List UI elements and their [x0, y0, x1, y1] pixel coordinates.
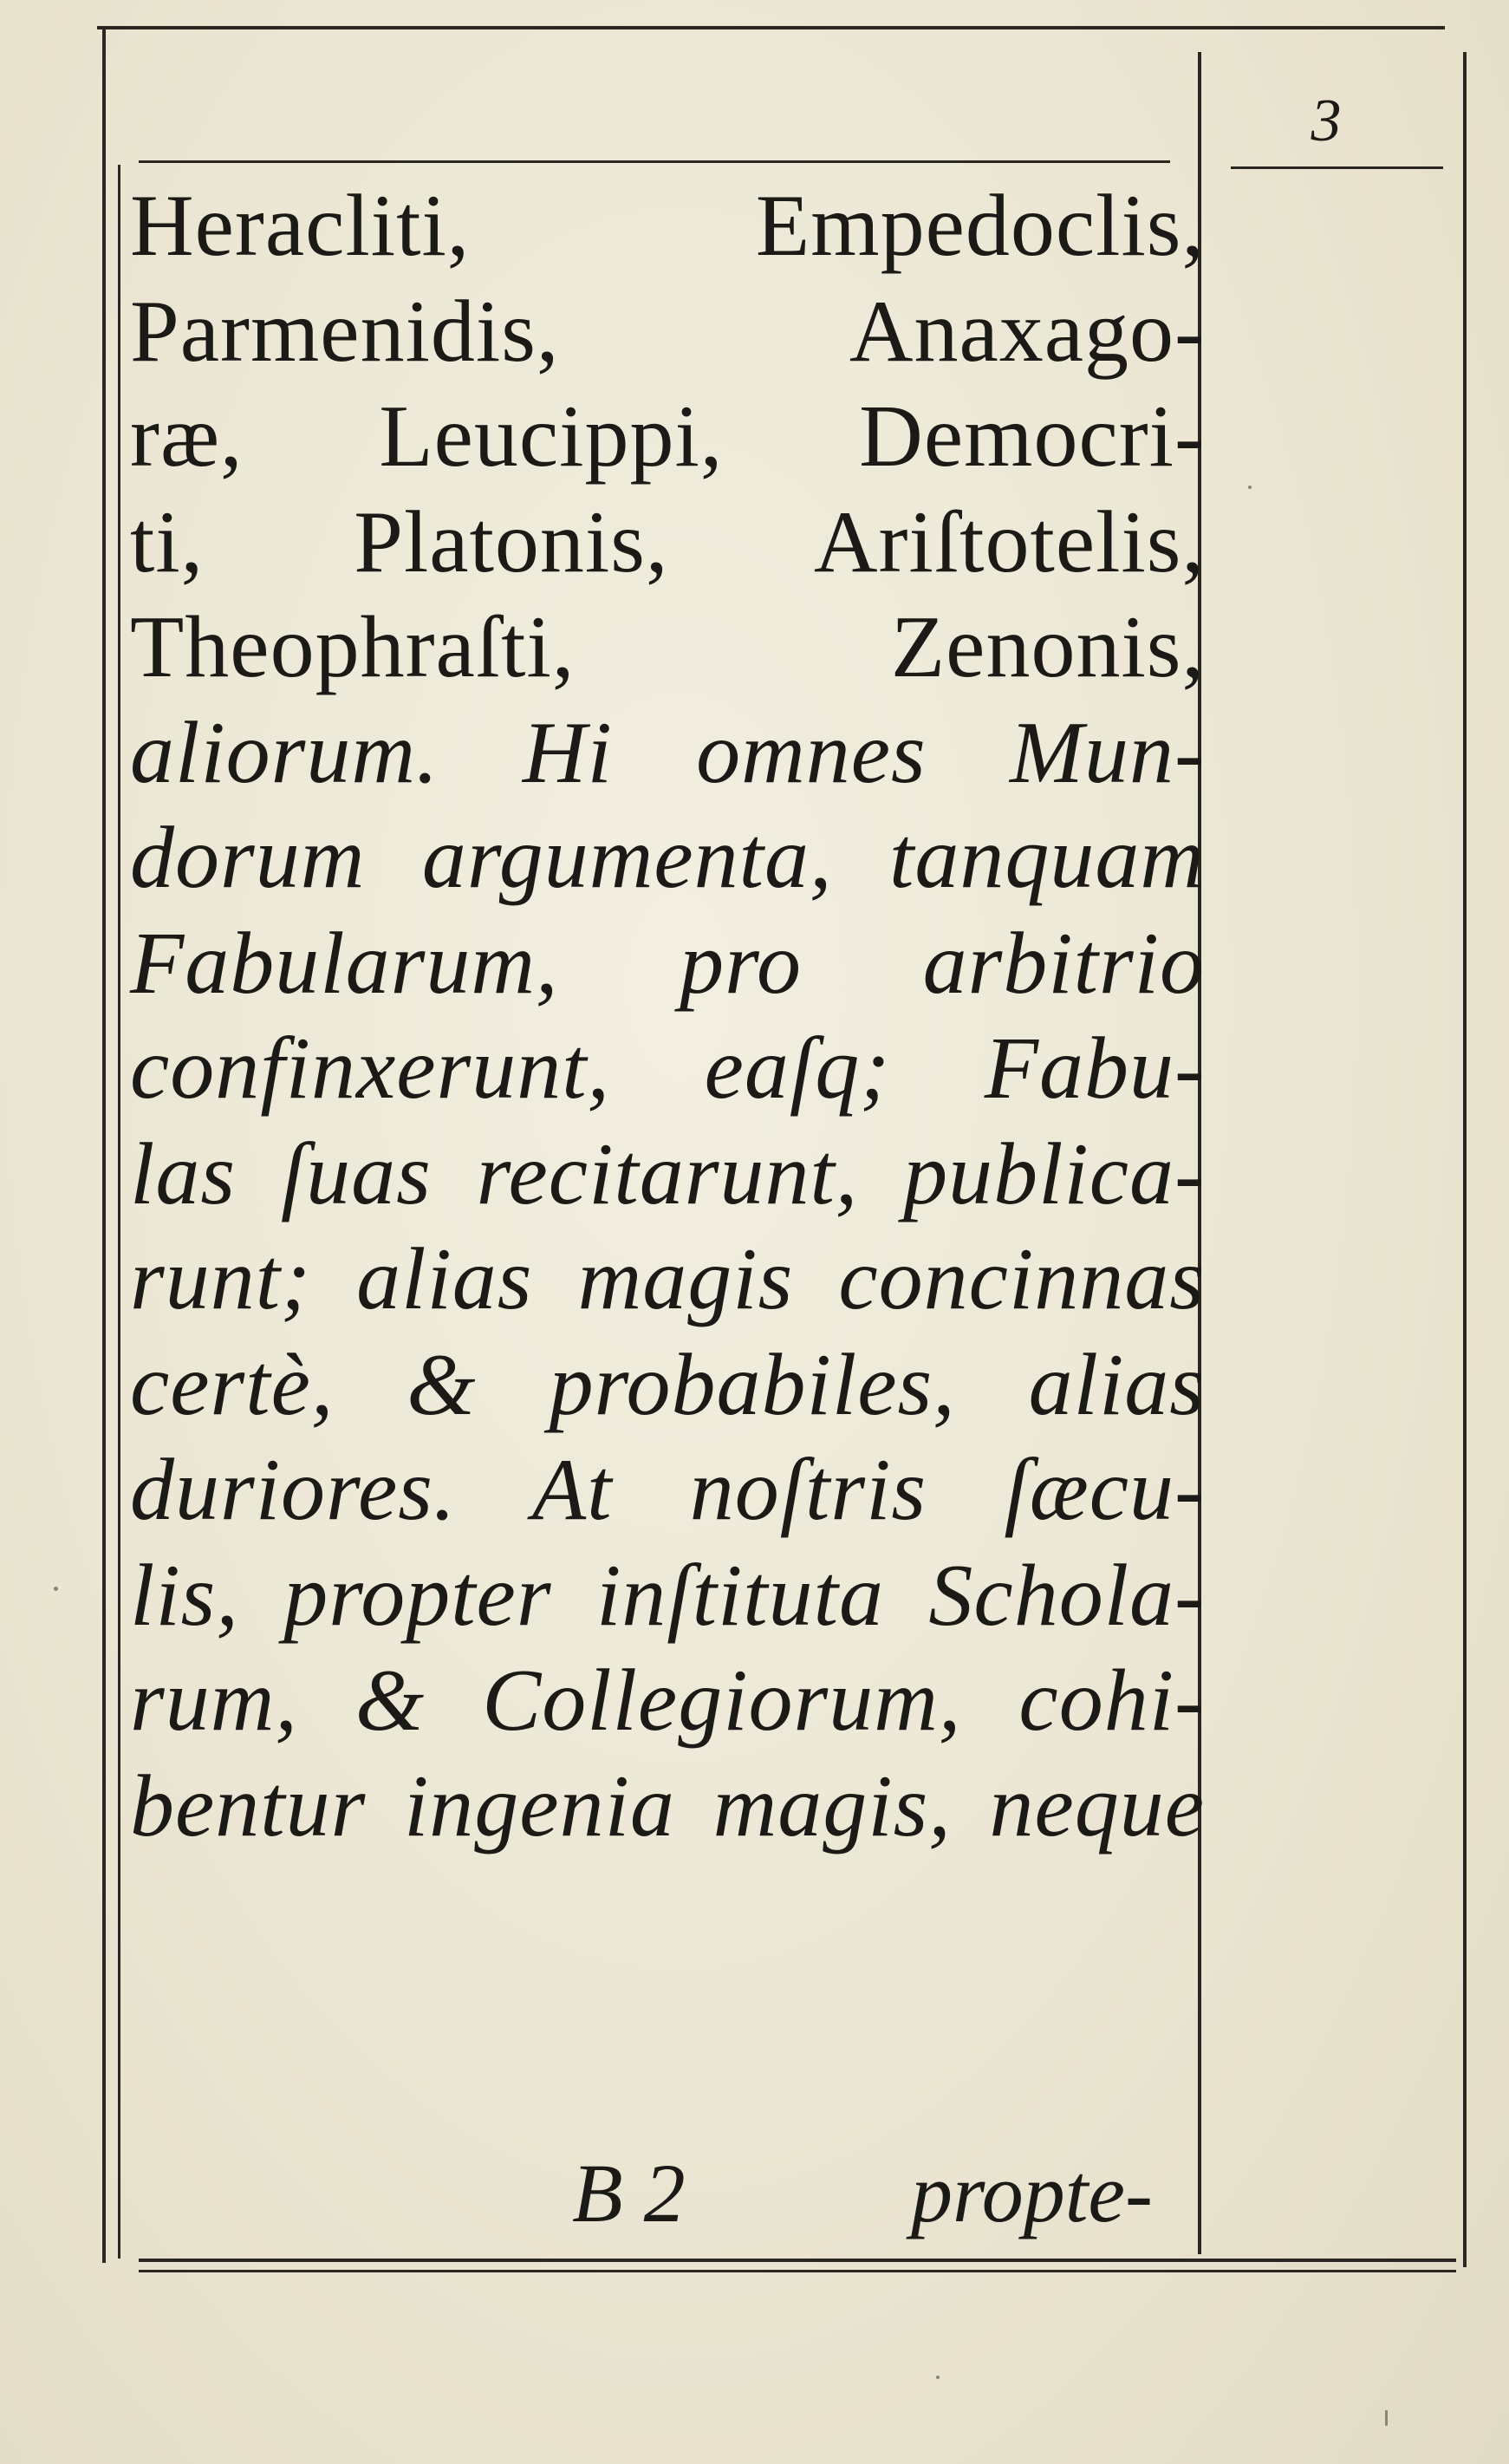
page-number: 3 — [1311, 88, 1342, 154]
text-line: bentur ingenia magis, neque — [130, 1757, 1205, 1855]
text-line: Theophraſti, Zenonis, — [130, 598, 1205, 696]
left-outer-rule — [102, 26, 106, 2263]
text-line: runt; alias magis concinnas — [130, 1230, 1205, 1328]
text-line: lis, propter inſtituta Schola- — [130, 1546, 1205, 1645]
text-line: certè, & probabiles, alias — [130, 1335, 1205, 1434]
bottom-rule-double — [139, 2270, 1456, 2272]
text-line: duriores. At noſtris ſæcu- — [130, 1441, 1205, 1539]
text-line: ræ, Leucippi, Democri- — [130, 388, 1205, 486]
text-line: las ſuas recitarunt, publica- — [130, 1124, 1205, 1223]
text-line: confinxerunt, eaſq; Fabu- — [130, 1020, 1205, 1118]
text-line: Fabularum, pro arbitrio — [130, 914, 1205, 1013]
paper-speck — [936, 2376, 940, 2379]
text-line: ti, Platonis, Ariſtotelis, — [130, 492, 1205, 591]
bottom-rule — [139, 2259, 1456, 2262]
left-inner-rule — [118, 165, 120, 2259]
margin-column-right-rule — [1463, 52, 1467, 2267]
paper-speck — [1385, 2410, 1388, 2426]
paper-speck — [1248, 486, 1252, 489]
top-right-rule — [1231, 166, 1443, 169]
text-line: aliorum. Hi omnes Mun- — [130, 703, 1205, 802]
top-inner-rule — [139, 160, 1170, 163]
paper-speck — [54, 1587, 58, 1591]
footer-line — [130, 2141, 1153, 2246]
signature-mark: B 2 — [572, 2147, 686, 2239]
text-line: dorum argumenta, tanquam — [130, 809, 1205, 907]
text-line: Heracliti, Empedoclis, — [130, 177, 1205, 275]
top-outer-rule — [97, 26, 1445, 29]
catchword: propte- — [910, 2147, 1153, 2239]
body-text — [130, 173, 1205, 1859]
text-line: rum, & Collegiorum, cohi- — [130, 1652, 1205, 1750]
text-line: Parmenidis, Anaxago- — [130, 282, 1205, 381]
